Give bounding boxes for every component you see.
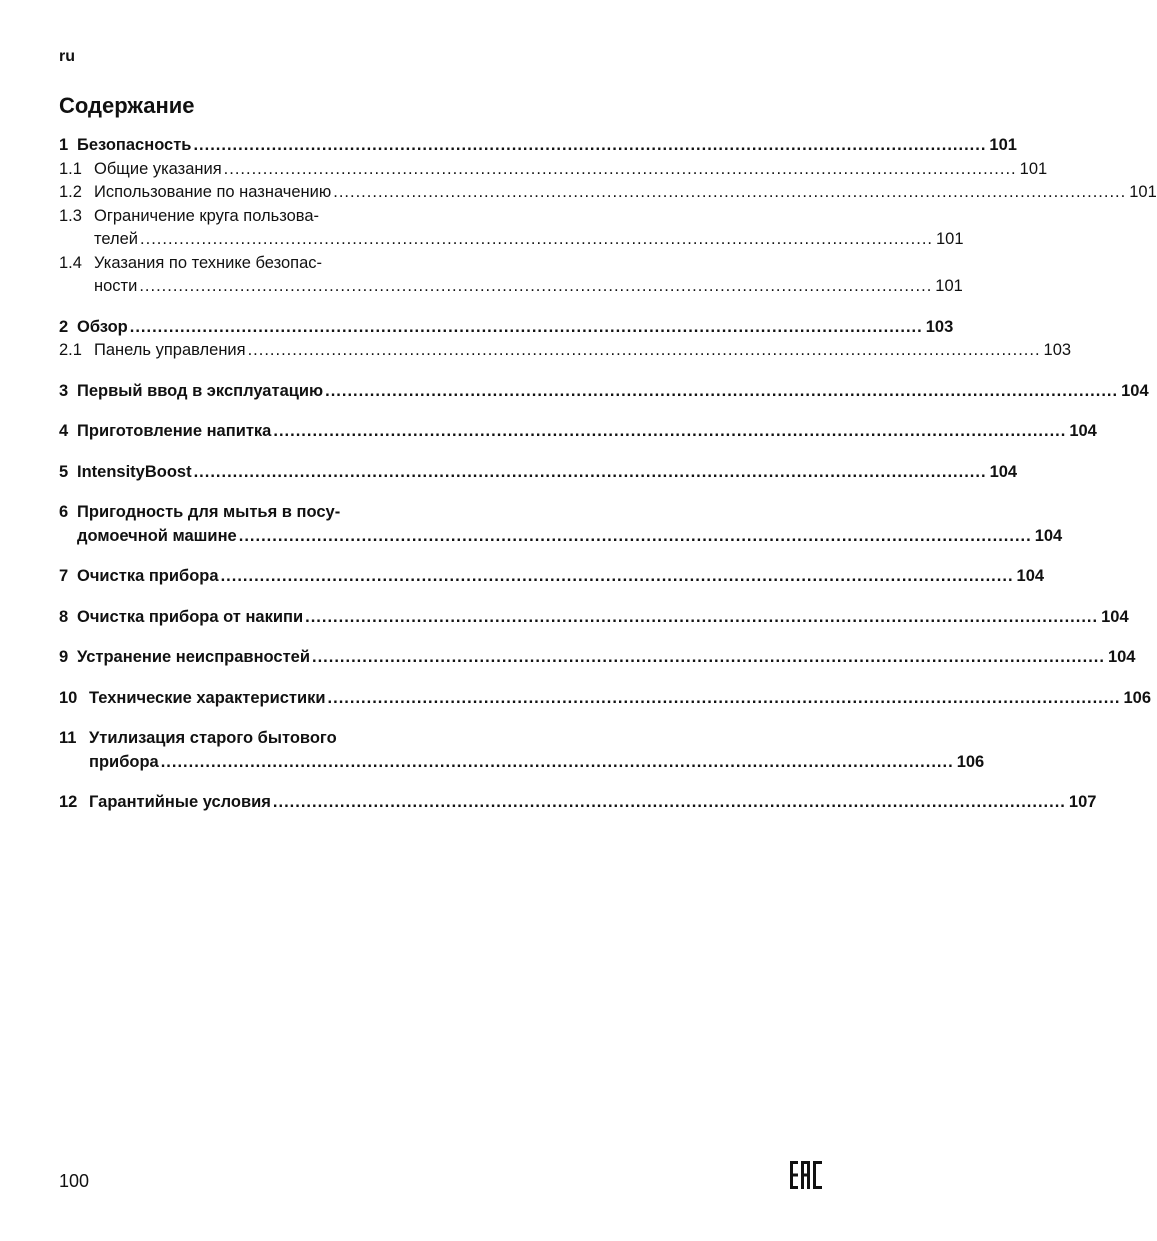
page-title: Содержание bbox=[59, 93, 195, 118]
toc-entry-title: Безопасность bbox=[77, 136, 192, 154]
toc-entry-number: 9 bbox=[59, 648, 69, 666]
toc-entry-page: 104 bbox=[1107, 648, 1136, 666]
toc-entry-page: 101 bbox=[936, 230, 964, 248]
dot-leader bbox=[193, 134, 986, 158]
toc-entry-number: 11 bbox=[59, 729, 77, 747]
toc-entry[interactable] bbox=[59, 252, 963, 299]
table-of-contents bbox=[59, 134, 1157, 815]
dot-leader bbox=[140, 228, 933, 252]
toc-entry-title: Устранение неисправностей bbox=[77, 648, 310, 666]
toc-entry-title: Очистка прибора bbox=[77, 567, 219, 585]
toc-entry-number: 10 bbox=[59, 688, 78, 707]
toc-entry-number: 4 bbox=[59, 422, 69, 440]
toc-entry[interactable] bbox=[59, 181, 1157, 205]
toc-entry-number: 1.1 bbox=[59, 159, 82, 178]
toc-entry[interactable] bbox=[59, 339, 1072, 363]
toc-entry-page: 101 bbox=[935, 277, 963, 295]
toc-entry-title: Указания по технике безопас- bbox=[94, 253, 323, 272]
toc-entry-page: 104 bbox=[1069, 422, 1097, 440]
toc-entry[interactable] bbox=[59, 687, 1152, 711]
dot-leader bbox=[273, 791, 1066, 815]
toc-entry-number: 6 bbox=[59, 503, 69, 521]
toc-entry-number: 2.1 bbox=[59, 341, 82, 359]
dot-leader bbox=[333, 181, 1126, 205]
toc-entry-title: ности bbox=[94, 277, 138, 295]
toc-entry-title: Ограничение круга пользова- bbox=[94, 206, 320, 225]
toc-entry-number: 3 bbox=[59, 381, 69, 400]
dot-leader bbox=[325, 380, 1118, 404]
dot-leader bbox=[161, 751, 954, 775]
dot-leader bbox=[221, 565, 1014, 589]
toc-entry[interactable] bbox=[59, 606, 1129, 630]
toc-entry-page: 104 bbox=[1121, 381, 1149, 400]
toc-entry[interactable] bbox=[59, 158, 1048, 182]
toc-entry-title: IntensityBoost bbox=[77, 462, 192, 481]
toc-entry[interactable] bbox=[59, 646, 1136, 670]
toc-entry-title: Общие указания bbox=[94, 159, 222, 178]
toc-entry-title: телей bbox=[94, 230, 139, 248]
toc-entry-number: 8 bbox=[59, 607, 69, 626]
toc-entry-title: Использование по назначению bbox=[94, 183, 332, 201]
toc-entry-page: 107 bbox=[1068, 793, 1097, 811]
toc-entry-number: 2 bbox=[59, 317, 69, 336]
eac-certification-mark bbox=[790, 1161, 822, 1189]
toc-entry-number: 1 bbox=[59, 136, 69, 154]
toc-entry-title: Первый ввод в эксплуатацию bbox=[77, 381, 324, 400]
toc-entry-page: 104 bbox=[989, 462, 1018, 481]
toc-entry-title: Технические характеристики bbox=[89, 688, 326, 707]
toc-entry-number: 12 bbox=[59, 793, 78, 811]
dot-leader bbox=[312, 646, 1105, 670]
toc-entry-page: 101 bbox=[1129, 183, 1157, 201]
toc-entry[interactable] bbox=[59, 791, 1097, 815]
toc-entry-page: 106 bbox=[956, 752, 985, 771]
toc-entry-number: 1.3 bbox=[59, 206, 82, 225]
toc-entry-title: Гарантийные условия bbox=[89, 793, 271, 811]
page-number: 100 bbox=[59, 1171, 90, 1191]
toc-entry-title: Панель управления bbox=[94, 341, 246, 359]
toc-entry-title: Утилизация старого бытового bbox=[89, 729, 337, 747]
toc-entry-page: 104 bbox=[1034, 526, 1063, 545]
toc-entry-number: 5 bbox=[59, 462, 69, 481]
toc-entry[interactable] bbox=[59, 205, 964, 252]
toc-entry[interactable] bbox=[59, 420, 1097, 444]
dot-leader bbox=[130, 316, 923, 340]
toc-entry-page: 106 bbox=[1123, 688, 1152, 707]
toc-entry-title: Обзор bbox=[77, 317, 128, 336]
toc-entry-page: 104 bbox=[1101, 607, 1129, 626]
toc-entry[interactable] bbox=[59, 316, 954, 340]
toc-entry[interactable] bbox=[59, 727, 985, 774]
toc-entry-title: прибора bbox=[89, 752, 159, 771]
language-code: ru bbox=[59, 48, 75, 65]
toc-entry-page: 103 bbox=[1043, 341, 1072, 359]
toc-entry-title: Пригодность для мытья в посу- bbox=[77, 503, 341, 521]
dot-leader bbox=[239, 525, 1032, 549]
toc-entry-number: 1.4 bbox=[59, 253, 82, 272]
toc-entry-title: домоечной машине bbox=[77, 526, 237, 545]
dot-leader bbox=[139, 275, 932, 299]
toc-entry[interactable] bbox=[59, 461, 1018, 485]
toc-entry-title: Очистка прибора от накипи bbox=[77, 607, 304, 626]
toc-entry-number: 7 bbox=[59, 567, 69, 585]
toc-entry-page: 101 bbox=[989, 136, 1017, 154]
dot-leader bbox=[224, 158, 1017, 182]
dot-leader bbox=[273, 420, 1066, 444]
toc-entry-page: 104 bbox=[1016, 567, 1045, 585]
dot-leader bbox=[305, 606, 1098, 630]
toc-entry-page: 101 bbox=[1019, 159, 1048, 178]
toc-entry-page: 103 bbox=[925, 317, 954, 336]
toc-entry-number: 1.2 bbox=[59, 183, 82, 201]
dot-leader bbox=[248, 339, 1041, 363]
toc-entry-title: Приготовление напитка bbox=[77, 422, 272, 440]
dot-leader bbox=[328, 687, 1121, 711]
dot-leader bbox=[194, 461, 987, 485]
toc-entry[interactable] bbox=[59, 380, 1149, 404]
toc-entry[interactable] bbox=[59, 501, 1063, 548]
toc-entry[interactable] bbox=[59, 134, 1017, 158]
toc-entry[interactable] bbox=[59, 565, 1045, 589]
